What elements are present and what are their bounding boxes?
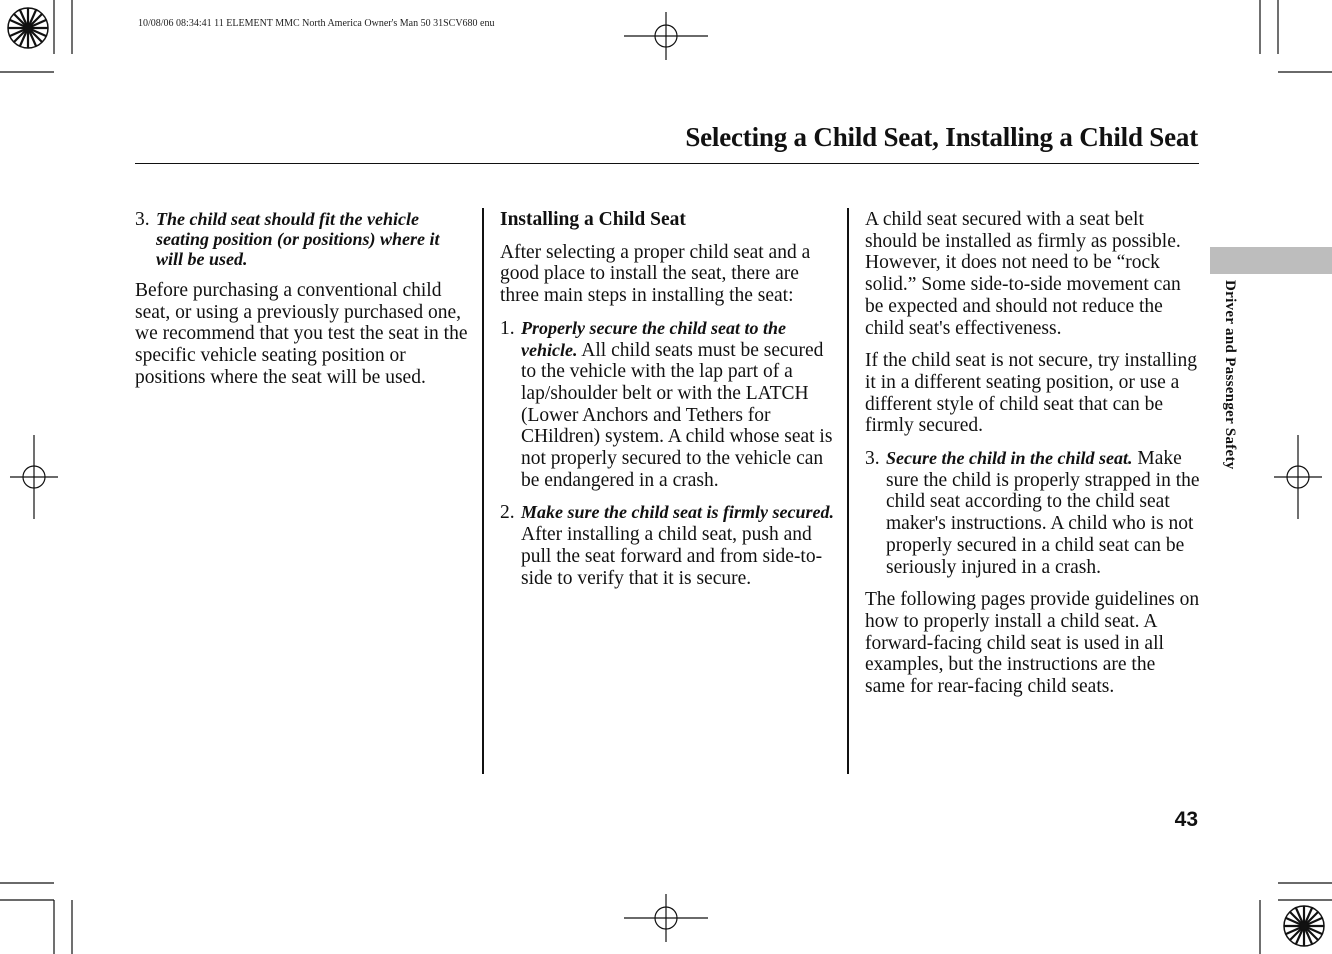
column-divider bbox=[847, 208, 849, 774]
step-heading: Secure the child in the child seat. bbox=[886, 448, 1133, 469]
body-paragraph: A child seat secured with a seat belt should be installed as firmly as possible. However, it does not need to be “rock solid.” Some side-to-side movement can be expected and should not reduce the child seat's effectiveness. bbox=[865, 209, 1181, 339]
step-body: After installing a child seat, push and pull the seat forward and from side-to-side to verify that it is secure. bbox=[521, 524, 823, 589]
step-body: All child seats must be secured to the vehicle with the lap part of a lap/shoulder belt or with the LATCH (Lower Anchors and Tethers for CHildren) system. A child whose seat is not properly secured to the vehicle can be endangered in a crash. bbox=[521, 339, 833, 491]
section-tab-label: Driver and Passenger Safety bbox=[1222, 280, 1238, 470]
step-heading: Properly secure the child seat to the vehicle. bbox=[521, 317, 786, 360]
step-1 bbox=[500, 318, 835, 492]
title-rule bbox=[135, 163, 1199, 164]
step-3-secure-child bbox=[865, 448, 1200, 578]
step-number: 3. bbox=[865, 448, 880, 470]
step-body: Make sure the child is properly strapped in the child seat according to the child seat maker's instructions. A child who is not properly secured in a child seat can be seriously injured in a crash. bbox=[886, 448, 1200, 578]
body-paragraph: The following pages provide guidelines on how to properly install a child seat. A forward-facing child seat is used in all examples, but the instructions are the same for rear-facing child seats. bbox=[865, 589, 1200, 698]
step-number: 1. bbox=[500, 317, 515, 339]
step-2 bbox=[500, 502, 835, 589]
body-paragraph: Before purchasing a conventional child seat, or using a previously purchased one, we recommend that you test the seat in the specific vehicle seating position or positions where the seat will be used. bbox=[135, 280, 468, 388]
step-heading: The child seat should fit the vehicle seating position (or positions) where it will be used. bbox=[156, 209, 440, 269]
starburst-icon bbox=[1284, 906, 1324, 946]
step-heading: Make sure the child seat is firmly secured. bbox=[521, 502, 834, 523]
section-heading: Installing a Child Seat bbox=[500, 209, 686, 230]
page-title: Selecting a Child Seat, Installing a Child Seat bbox=[685, 122, 1198, 152]
starburst-icon bbox=[8, 8, 48, 48]
page-number: 43 bbox=[1174, 808, 1198, 831]
column-3 bbox=[865, 209, 1200, 709]
step-number: 2. bbox=[500, 502, 515, 524]
column-divider bbox=[482, 208, 484, 774]
print-job-info: 10/08/06 08:34:41 11 ELEMENT MMC North America Owner's Man 50 31SCV680 enu bbox=[138, 18, 495, 29]
column-1 bbox=[135, 209, 470, 400]
step-number: 3. bbox=[135, 209, 150, 230]
step-3-fit bbox=[135, 209, 470, 269]
column-2 bbox=[500, 209, 835, 600]
section-tab bbox=[1210, 247, 1332, 274]
body-paragraph: If the child seat is not secure, try installing it in a different seating position, or use a different style of child seat that can be firmly secured. bbox=[865, 350, 1197, 437]
intro-paragraph: After selecting a proper child seat and a good place to install the seat, there are three main steps in installing the seat: bbox=[500, 241, 811, 307]
